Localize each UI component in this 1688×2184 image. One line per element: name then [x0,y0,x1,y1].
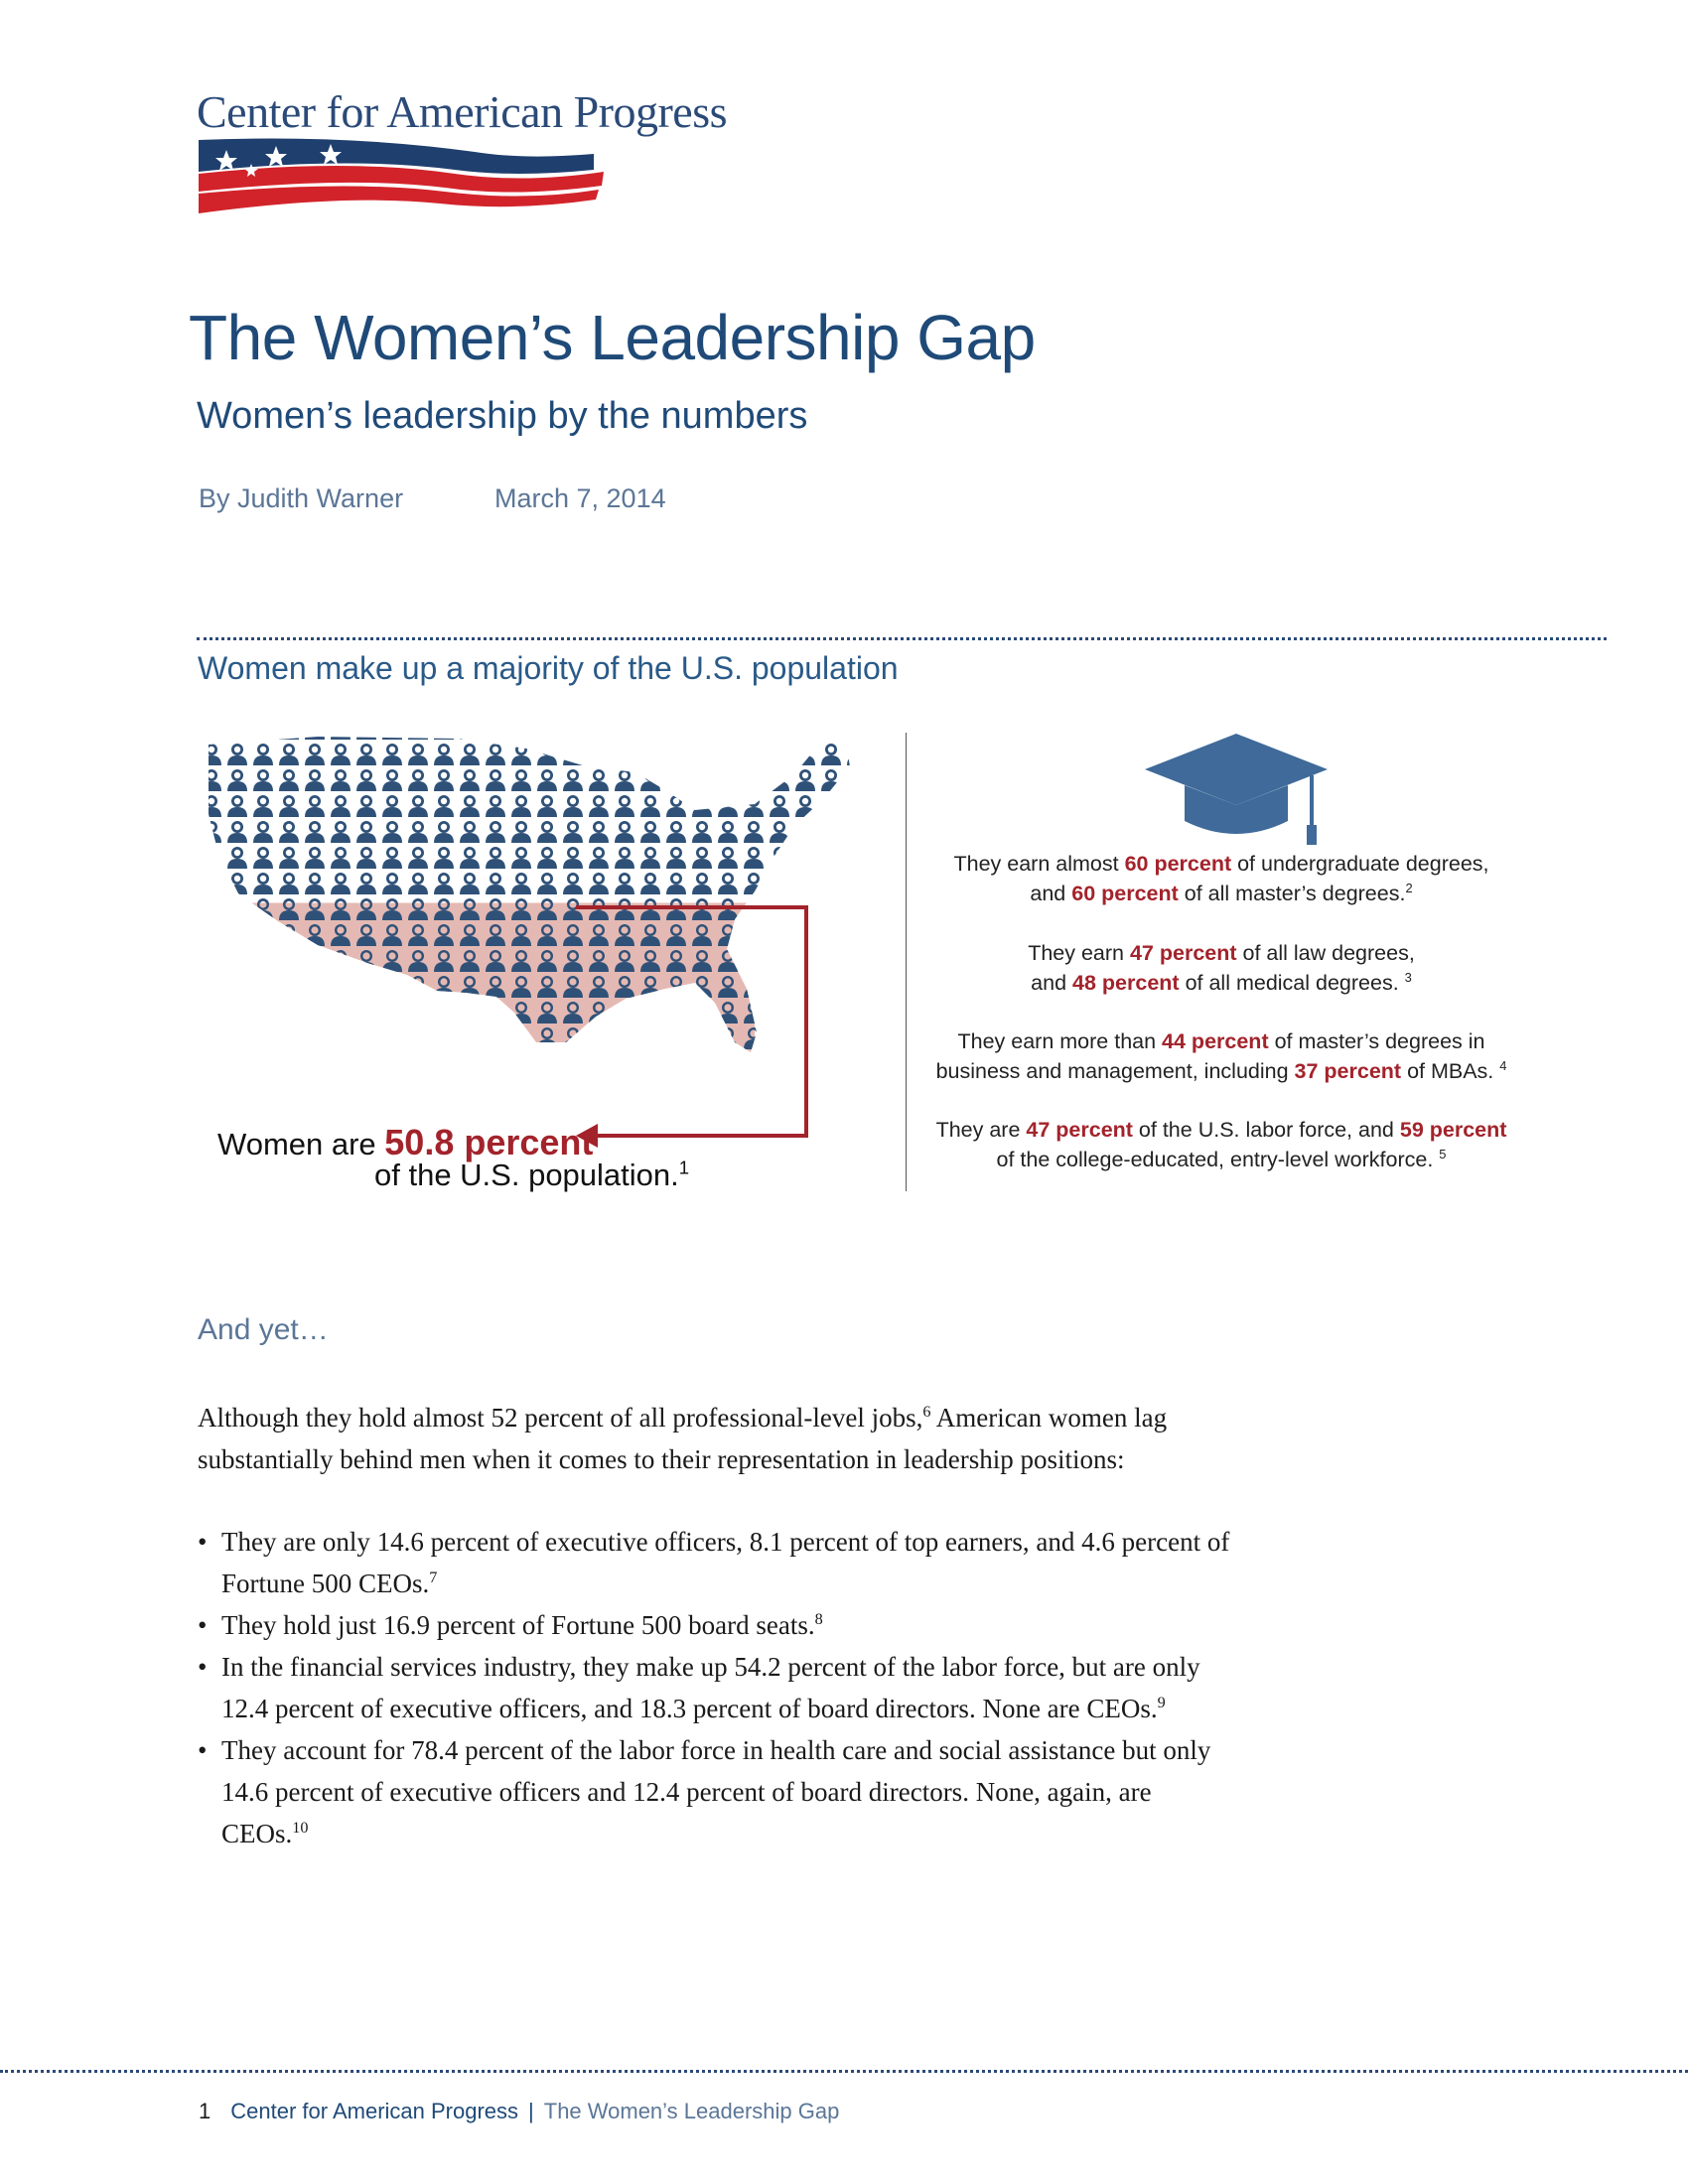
footnote-ref[interactable]: 3 [1404,969,1412,985]
stat-text: of master’s degrees in [1268,1029,1485,1053]
stat-suffix: of the U.S. population. [374,1158,679,1192]
leadership-bullet-list [198,1521,1240,1854]
footer-org: Center for American Progress [230,2099,519,2123]
stat-text: of all law degrees, [1236,941,1415,965]
section-heading: Women make up a majority of the U.S. population [198,650,899,686]
footnote-ref[interactable]: 7 [429,1569,438,1586]
footnote-ref[interactable]: 5 [1439,1146,1447,1161]
footnote-ref[interactable]: 8 [814,1610,823,1628]
stat-text: They earn [1028,941,1130,965]
logo-wordmark: Center for American Progress [197,86,728,137]
footnote-ref[interactable]: 10 [292,1819,309,1837]
stat-highlight: 59 percent [1399,1118,1507,1142]
bullet-icon: • [198,1610,208,1640]
footnote-ref[interactable]: 2 [1405,880,1413,895]
stat-highlight: 60 percent [1071,882,1179,905]
stat-prefix: Women are [217,1127,385,1161]
stat-text: and [1030,882,1072,905]
stat-highlight: 37 percent [1294,1059,1402,1083]
intro-text: Although they hold almost 52 percent of all professional-level jobs, [198,1403,923,1433]
stat-text: of the U.S. labor force, and [1132,1118,1400,1142]
stat-highlight: 47 percent [1026,1118,1133,1142]
stat-text: of undergraduate degrees, [1231,852,1489,876]
intro-text: American women lag substantially behind men when it comes to their representation in leadership positions: [198,1403,1168,1474]
stat-text: business and management, including [935,1059,1295,1083]
footnote-ref[interactable]: 9 [1157,1694,1166,1711]
bullet-icon: • [198,1527,208,1557]
footnote-ref[interactable]: 6 [922,1403,931,1421]
stat-text: They earn almost [953,852,1125,876]
page-title: The Women’s Leadership Gap [189,302,1036,373]
and-yet-heading: And yet… [198,1313,329,1346]
bullet-text: In the financial services industry, they make up 54.2 percent of the labor force, but are only 12.4 percent of executive officers, and 18.3 percent of board directors. None are CEOs. [221,1652,1200,1723]
section-divider [197,637,1607,640]
stat-highlight: 60 percent [1124,852,1232,876]
stat-text: They are [935,1118,1027,1142]
stat-labor-force [923,1115,1519,1174]
women-population-stat-line2 [374,1158,689,1193]
callout-arrow [576,905,819,1149]
stat-text: of all medical degrees. [1179,971,1405,995]
list-item [198,1521,1240,1604]
graduation-cap-icon [1137,730,1336,849]
footnote-ref[interactable]: 1 [678,1157,690,1178]
page-footer [199,2099,839,2124]
stat-text: of all master’s degrees. [1178,882,1406,905]
stat-highlight: 44 percent [1162,1029,1269,1053]
footer-doc-title: The Women’s Leadership Gap [543,2099,840,2123]
bullet-text: They are only 14.6 percent of executive officers, 8.1 percent of top earners, and 4.6 percent of Fortune 500 CEOs. [221,1527,1230,1598]
stat-text: They earn more than [957,1029,1163,1053]
page-subtitle: Women’s leadership by the numbers [197,395,808,437]
list-item [198,1604,1240,1646]
list-item [198,1729,1240,1854]
footer-divider [0,2070,1688,2073]
american-flag-icon [197,132,753,221]
stat-highlight: 48 percent [1072,971,1180,995]
list-item [198,1646,1240,1729]
bullet-icon: • [198,1735,208,1765]
stat-business [923,1026,1519,1086]
footnote-ref[interactable]: 4 [1499,1057,1507,1073]
bullet-icon: • [198,1652,208,1682]
author-byline: By Judith Warner [199,483,404,513]
page-number: 1 [199,2099,211,2123]
footer-separator: | [528,2099,534,2123]
stat-highlight: 47 percent [1129,941,1237,965]
bullet-text: They hold just 16.9 percent of Fortune 500 board seats. [221,1610,815,1640]
intro-paragraph [198,1397,1240,1480]
column-divider [906,733,907,1191]
stat-value: 50.8 percent [384,1122,594,1162]
stat-text: of the college-educated, entry-level workforce. [996,1148,1440,1171]
stat-text: and [1031,971,1073,995]
stat-law-medical [923,938,1519,998]
stat-degrees [923,849,1519,908]
stat-text: of MBAs. [1401,1059,1500,1083]
bullet-text: They account for 78.4 percent of the labor force in health care and social assistance but only 14.6 percent of executive officers and 12.4 percent of board directors. None, again, are CEOs. [221,1735,1211,1848]
publish-date: March 7, 2014 [494,483,666,513]
